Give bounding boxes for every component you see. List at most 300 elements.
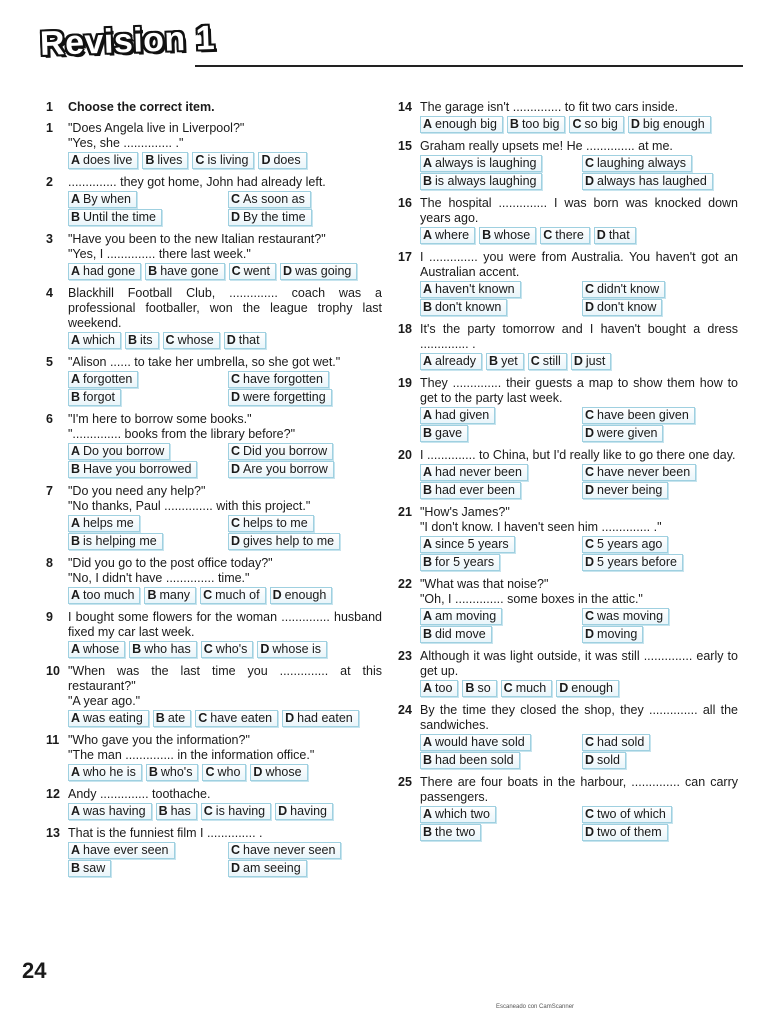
option-text: gives help to me	[243, 534, 335, 548]
answer-option[interactable]	[582, 536, 668, 553]
option-letter: D	[231, 390, 241, 404]
answer-option[interactable]	[582, 734, 650, 751]
answer-option[interactable]	[282, 710, 359, 727]
option-letter: D	[231, 210, 241, 224]
answer-option[interactable]	[420, 425, 468, 442]
answer-options	[68, 515, 382, 550]
answer-option[interactable]	[420, 353, 482, 370]
answer-option[interactable]	[68, 332, 121, 349]
option-text: yet	[501, 354, 518, 368]
answer-option[interactable]	[582, 626, 643, 643]
answer-option[interactable]	[420, 536, 515, 553]
answer-option[interactable]	[68, 710, 149, 727]
option-text: don't know	[597, 300, 657, 314]
option-letter: B	[158, 804, 168, 818]
answer-option[interactable]	[582, 752, 626, 769]
question-stem: I bought some flowers for the woman .............. husband fixed my car last week.	[68, 610, 382, 639]
answer-option[interactable]	[129, 641, 197, 658]
answer-option[interactable]	[479, 227, 536, 244]
option-text: Did you borrow	[243, 444, 328, 458]
question	[46, 610, 382, 658]
question-stem: "Do you need any help?"	[68, 484, 206, 498]
option-letter: B	[489, 354, 499, 368]
question-stem: "Who gave you the information?"	[68, 733, 250, 747]
option-letter: B	[482, 228, 492, 242]
option-letter: B	[423, 825, 433, 839]
answer-option[interactable]	[195, 710, 278, 727]
question	[398, 505, 738, 571]
option-letter: A	[423, 354, 433, 368]
option-letter: A	[423, 465, 433, 479]
option-text: so	[477, 681, 491, 695]
answer-options	[68, 332, 382, 349]
option-text: so big	[584, 117, 618, 131]
option-text: didn't know	[597, 282, 660, 296]
answer-option[interactable]	[146, 764, 199, 781]
option-text: had sold	[597, 735, 645, 749]
question-stem: "Does Angela live in Liverpool?"	[68, 121, 245, 135]
question	[398, 322, 738, 370]
answer-option[interactable]	[202, 764, 246, 781]
option-text: two of them	[597, 825, 662, 839]
option-letter: B	[128, 333, 138, 347]
option-text: forgotten	[83, 372, 133, 386]
answer-option[interactable]	[68, 371, 138, 388]
answer-option[interactable]	[280, 263, 357, 280]
question-stem: "What was that noise?"	[420, 577, 549, 591]
option-text: would have sold	[435, 735, 525, 749]
option-text: many	[159, 588, 191, 602]
option-text: whose	[494, 228, 531, 242]
question-number: 19	[398, 376, 412, 390]
answer-option[interactable]	[582, 299, 662, 316]
answer-option[interactable]	[582, 173, 713, 190]
answer-option[interactable]	[68, 842, 175, 859]
option-text: the two	[435, 825, 476, 839]
question-stem: By the time they closed the shop, they .............. all the sandwiches.	[420, 703, 738, 732]
answer-option[interactable]	[582, 407, 695, 424]
option-letter: D	[559, 681, 569, 695]
answer-options	[68, 371, 382, 406]
question	[46, 787, 382, 820]
question	[46, 556, 382, 604]
answer-options	[68, 263, 382, 280]
question-stem: .............. they got home, John had already left.	[68, 175, 326, 189]
option-text: is always laughing	[435, 174, 537, 188]
answer-option[interactable]	[68, 533, 163, 550]
scanner-note: Escaneado con CamScanner	[496, 1004, 575, 1010]
answer-option[interactable]	[420, 554, 500, 571]
option-text: never being	[597, 483, 663, 497]
option-text: has	[170, 804, 191, 818]
option-text: had given	[435, 408, 490, 422]
option-text: was having	[83, 804, 146, 818]
answer-option[interactable]	[68, 263, 141, 280]
option-text: went	[243, 264, 271, 278]
answer-option[interactable]	[68, 389, 121, 406]
option-text: don't known	[435, 300, 502, 314]
option-letter: C	[503, 681, 513, 695]
answer-option[interactable]	[628, 116, 711, 133]
answer-option[interactable]	[420, 299, 507, 316]
option-letter: A	[423, 282, 433, 296]
answer-option[interactable]	[68, 191, 137, 208]
option-text: gave	[435, 426, 463, 440]
answer-option[interactable]	[420, 116, 503, 133]
option-text: did move	[435, 627, 486, 641]
option-letter: C	[231, 843, 241, 857]
question	[398, 139, 738, 190]
option-letter: D	[585, 300, 595, 314]
question-stem: Graham really upsets me! He .............. at me.	[420, 139, 673, 153]
answer-options	[68, 803, 382, 820]
option-letter: C	[195, 153, 205, 167]
question-number: 7	[46, 484, 53, 498]
answer-option[interactable]	[582, 425, 663, 442]
question-number: 6	[46, 412, 53, 426]
option-text: is having	[215, 804, 266, 818]
question-number: 13	[46, 826, 60, 840]
option-letter: B	[132, 642, 142, 656]
option-letter: D	[231, 462, 241, 476]
option-text: whose	[177, 333, 214, 347]
answer-option[interactable]	[68, 515, 140, 532]
question-stem: "The man .............. in the information office."	[68, 748, 315, 762]
option-text: enough	[284, 588, 327, 602]
question-stem: "How's James?"	[420, 505, 510, 519]
option-letter: C	[572, 117, 582, 131]
answer-option[interactable]	[228, 860, 307, 877]
question	[46, 484, 382, 550]
option-text: Until the time	[83, 210, 156, 224]
right-column	[398, 100, 738, 847]
answer-option[interactable]	[250, 764, 307, 781]
option-letter: C	[530, 354, 540, 368]
option-text: have ever seen	[83, 843, 169, 857]
option-letter: B	[509, 117, 519, 131]
option-letter: D	[585, 483, 595, 497]
answer-option[interactable]	[68, 860, 111, 877]
question-number: 2	[46, 175, 53, 189]
option-letter: D	[283, 264, 293, 278]
option-letter: A	[71, 588, 81, 602]
option-letter: A	[423, 408, 433, 422]
instruction-text: Choose the correct item.	[68, 100, 215, 114]
option-letter: C	[203, 588, 213, 602]
answer-option[interactable]	[68, 461, 197, 478]
option-letter: D	[231, 534, 241, 548]
option-text: there	[555, 228, 584, 242]
option-text: had ever been	[435, 483, 515, 497]
option-letter: B	[423, 555, 433, 569]
option-letter: C	[231, 516, 241, 530]
question-stem: "Have you been to the new Italian restaurant?"	[68, 232, 326, 246]
answer-option[interactable]	[501, 680, 553, 697]
answer-option[interactable]	[275, 803, 333, 820]
answer-options	[420, 407, 738, 442]
option-letter: A	[423, 156, 433, 170]
question	[46, 286, 382, 349]
question-number: 9	[46, 610, 53, 624]
answer-option[interactable]	[582, 554, 683, 571]
option-letter: B	[71, 861, 81, 875]
answer-option[interactable]	[228, 461, 334, 478]
answer-options	[420, 155, 738, 190]
option-letter: C	[585, 408, 595, 422]
question-stem: "I'm here to borrow some books."	[68, 412, 252, 426]
answer-option[interactable]	[582, 608, 669, 625]
answer-option[interactable]	[507, 116, 566, 133]
option-letter: B	[71, 534, 81, 548]
title-rule	[195, 65, 743, 67]
answer-option[interactable]	[153, 710, 191, 727]
answer-option[interactable]	[142, 152, 188, 169]
question-stem: Although it was light outside, it was still .............. early to get up.	[420, 649, 738, 678]
question-number: 12	[46, 787, 60, 801]
answer-option[interactable]	[571, 353, 611, 370]
answer-option[interactable]	[569, 116, 623, 133]
question-number: 5	[46, 355, 53, 369]
answer-option[interactable]	[228, 515, 314, 532]
answer-option[interactable]	[486, 353, 524, 370]
answer-option[interactable]	[420, 608, 502, 625]
option-letter: A	[71, 642, 81, 656]
option-letter: A	[71, 516, 81, 530]
answer-option[interactable]	[420, 680, 458, 697]
answer-option[interactable]	[224, 332, 266, 349]
answer-options	[68, 641, 382, 658]
answer-option[interactable]	[229, 263, 276, 280]
answer-option[interactable]	[68, 803, 152, 820]
answer-option[interactable]	[228, 533, 340, 550]
option-letter: B	[423, 426, 433, 440]
option-text: laughing always	[597, 156, 686, 170]
question-number: 22	[398, 577, 412, 591]
answer-option[interactable]	[200, 587, 266, 604]
option-letter: A	[423, 735, 433, 749]
option-letter: D	[231, 861, 241, 875]
answer-option[interactable]	[156, 803, 197, 820]
option-text: who's	[215, 642, 248, 656]
answer-option[interactable]	[145, 263, 224, 280]
option-letter: C	[203, 804, 213, 818]
option-letter: A	[71, 804, 81, 818]
answer-option[interactable]	[228, 842, 341, 859]
answer-option[interactable]	[68, 443, 170, 460]
option-text: who	[217, 765, 241, 779]
answer-option[interactable]	[68, 209, 162, 226]
option-text: had never been	[435, 465, 522, 479]
answer-option[interactable]	[228, 389, 332, 406]
answer-options	[68, 710, 382, 727]
answer-option[interactable]	[420, 464, 528, 481]
option-letter: B	[423, 627, 433, 641]
option-letter: D	[253, 765, 263, 779]
answer-options	[420, 116, 738, 133]
answer-option[interactable]	[420, 281, 521, 298]
answer-option[interactable]	[420, 173, 542, 190]
option-letter: A	[423, 681, 433, 695]
option-letter: A	[423, 117, 433, 131]
question	[398, 703, 738, 769]
option-text: have never been	[597, 465, 691, 479]
question	[398, 250, 738, 316]
option-text: haven't known	[435, 282, 515, 296]
option-text: sold	[597, 753, 620, 767]
option-text: is helping me	[83, 534, 157, 548]
answer-option[interactable]	[68, 152, 138, 169]
option-text: too much	[83, 588, 135, 602]
answer-option[interactable]	[582, 281, 665, 298]
answer-option[interactable]	[257, 641, 327, 658]
answer-option[interactable]	[201, 641, 254, 658]
answer-option[interactable]	[540, 227, 590, 244]
option-letter: B	[148, 765, 158, 779]
answer-option[interactable]	[68, 641, 125, 658]
question-number: 3	[46, 232, 53, 246]
answer-option[interactable]	[201, 803, 271, 820]
option-letter: A	[423, 609, 433, 623]
option-text: which	[83, 333, 115, 347]
question-stem: There are four boats in the harbour, .............. can carry passengers.	[420, 775, 738, 804]
question-stem: "Did you go to the post office today?"	[68, 556, 273, 570]
answer-options	[420, 464, 738, 499]
option-text: too big	[521, 117, 560, 131]
question	[46, 664, 382, 727]
question	[46, 412, 382, 478]
option-text: whose	[265, 765, 302, 779]
answer-option[interactable]	[462, 680, 496, 697]
answer-option[interactable]	[582, 155, 692, 172]
question	[46, 121, 382, 169]
question-stem: The hospital .............. I was born was knocked down years ago.	[420, 196, 738, 225]
answer-option[interactable]	[125, 332, 159, 349]
answer-options	[68, 152, 382, 169]
option-letter: B	[71, 210, 81, 224]
option-letter: B	[71, 390, 81, 404]
option-text: whose	[83, 642, 120, 656]
option-text: moving	[597, 627, 638, 641]
answer-option[interactable]	[420, 626, 492, 643]
answer-option[interactable]	[420, 227, 475, 244]
answer-option[interactable]	[420, 824, 481, 841]
question-stem: I .............. to China, but I'd really like to go there one day.	[420, 448, 736, 462]
answer-option[interactable]	[420, 155, 542, 172]
option-letter: D	[585, 174, 595, 188]
answer-option[interactable]	[192, 152, 254, 169]
answer-option[interactable]	[420, 752, 520, 769]
option-text: still	[542, 354, 561, 368]
option-letter: C	[585, 807, 595, 821]
question-stem: They .............. their guests a map to show them how to get to the party last week.	[420, 376, 738, 405]
answer-option[interactable]	[420, 806, 496, 823]
option-text: ate	[167, 711, 186, 725]
option-text: enough big	[435, 117, 497, 131]
answer-option[interactable]	[163, 332, 220, 349]
instruction-number: 1	[46, 100, 53, 114]
option-text: am seeing	[243, 861, 301, 875]
answer-option[interactable]	[582, 464, 696, 481]
option-letter: C	[585, 735, 595, 749]
option-text: have never seen	[243, 843, 336, 857]
question	[398, 376, 738, 442]
option-text: is living	[207, 153, 249, 167]
option-text: was eating	[83, 711, 143, 725]
answer-option[interactable]	[582, 482, 668, 499]
question-number: 24	[398, 703, 412, 717]
answer-option[interactable]	[270, 587, 333, 604]
question-stem: "No, I didn't have .............. time."	[68, 571, 250, 585]
option-text: just	[585, 354, 606, 368]
option-text: does live	[83, 153, 133, 167]
option-text: By when	[83, 192, 131, 206]
answer-option[interactable]	[594, 227, 636, 244]
answer-option[interactable]	[144, 587, 196, 604]
answer-option[interactable]	[528, 353, 567, 370]
answer-option[interactable]	[258, 152, 306, 169]
option-letter: C	[198, 711, 208, 725]
option-text: that	[608, 228, 630, 242]
question-stem: "Yes, she .............. ."	[68, 136, 184, 150]
option-text: 5 years before	[597, 555, 677, 569]
option-letter: D	[585, 426, 595, 440]
answer-option[interactable]	[228, 191, 311, 208]
option-text: since 5 years	[435, 537, 509, 551]
answer-options	[68, 587, 382, 604]
option-letter: C	[585, 156, 595, 170]
question-stem: I .............. you were from Australia. You haven't got an Australian accent.	[420, 250, 738, 279]
option-letter: A	[71, 333, 81, 347]
option-letter: B	[155, 711, 165, 725]
option-letter: B	[148, 264, 158, 278]
option-text: have been given	[597, 408, 689, 422]
question-number: 8	[46, 556, 53, 570]
option-letter: B	[423, 300, 433, 314]
answer-option[interactable]	[68, 587, 140, 604]
option-letter: B	[423, 174, 433, 188]
option-letter: D	[260, 642, 270, 656]
answer-option[interactable]	[556, 680, 619, 697]
question-number: 18	[398, 322, 412, 336]
option-letter: C	[205, 765, 215, 779]
answer-option[interactable]	[420, 482, 521, 499]
left-column	[46, 100, 382, 883]
answer-option[interactable]	[420, 407, 495, 424]
question-number: 16	[398, 196, 412, 210]
option-text: have eaten	[210, 711, 273, 725]
page-number: 24	[22, 958, 47, 983]
answer-option[interactable]	[420, 734, 531, 751]
answer-option[interactable]	[228, 371, 329, 388]
answer-option[interactable]	[68, 764, 142, 781]
answer-option[interactable]	[582, 806, 672, 823]
option-letter: D	[585, 555, 595, 569]
option-letter: A	[71, 711, 81, 725]
option-text: having	[290, 804, 328, 818]
option-text: helps to me	[243, 516, 308, 530]
option-letter: B	[71, 462, 81, 476]
answer-option[interactable]	[228, 443, 333, 460]
option-letter: C	[231, 444, 241, 458]
option-letter: A	[71, 264, 81, 278]
option-letter: A	[423, 228, 433, 242]
option-text: am moving	[435, 609, 497, 623]
option-text: two of which	[597, 807, 666, 821]
answer-options	[420, 536, 738, 571]
option-letter: B	[423, 483, 433, 497]
answer-option[interactable]	[582, 824, 668, 841]
answer-option[interactable]	[228, 209, 312, 226]
